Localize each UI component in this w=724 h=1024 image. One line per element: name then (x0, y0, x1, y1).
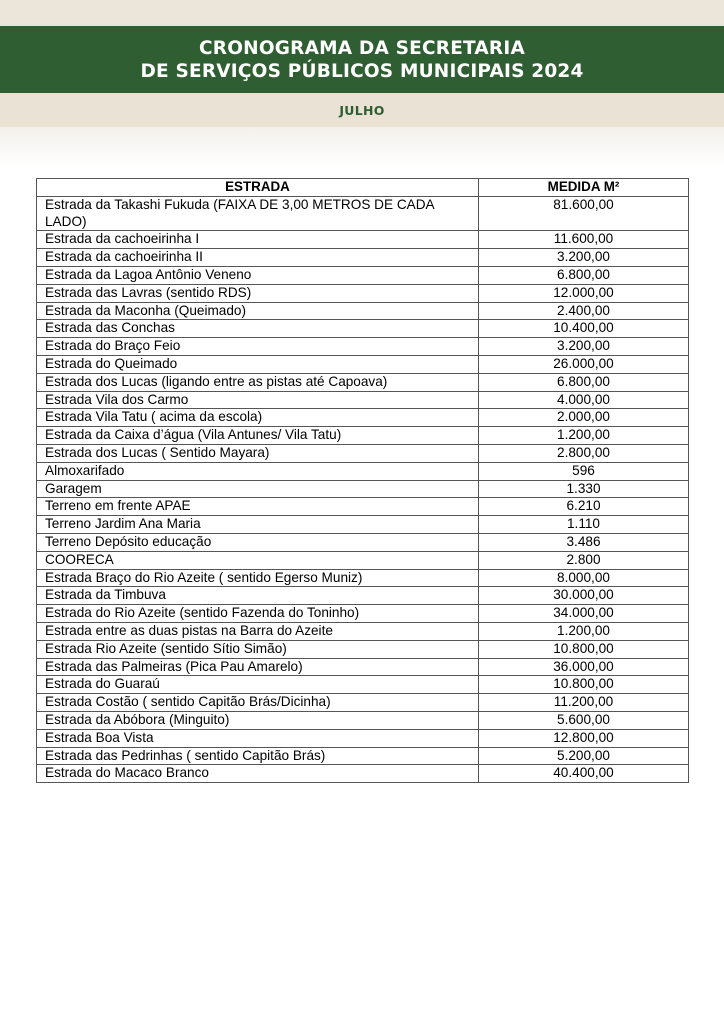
area-value-cell: 2.400,00 (479, 302, 689, 320)
table-header-row (37, 179, 689, 197)
table-row (37, 373, 689, 391)
table-row (37, 640, 689, 658)
area-value-cell: 1.200,00 (479, 622, 689, 640)
road-name-cell: Estrada entre as duas pistas na Barra do Azeite (37, 622, 479, 640)
table-row (37, 249, 689, 267)
table-row (37, 444, 689, 462)
area-value-cell: 26.000,00 (479, 355, 689, 373)
road-name-cell: Estrada dos Lucas (ligando entre as pistas até Capoava) (37, 373, 479, 391)
table-row (37, 569, 689, 587)
table-row (37, 694, 689, 712)
road-name-cell: COORECA (37, 551, 479, 569)
schedule-table (36, 178, 689, 783)
road-name-cell: Estrada Costão ( sentido Capitão Brás/Dicinha) (37, 694, 479, 712)
area-value-cell: 12.000,00 (479, 284, 689, 302)
table-row (37, 551, 689, 569)
road-name-cell: Estrada da cachoeirinha I (37, 231, 479, 249)
area-value-cell: 6.210 (479, 498, 689, 516)
road-name-cell: Estrada Vila dos Carmo (37, 391, 479, 409)
area-value-cell: 1.200,00 (479, 427, 689, 445)
area-value-cell: 81.600,00 (479, 196, 689, 231)
month-label: JULHO (339, 102, 385, 118)
area-value-cell: 6.800,00 (479, 266, 689, 284)
road-name-cell: Estrada do Guaraú (37, 676, 479, 694)
area-value-cell: 12.800,00 (479, 729, 689, 747)
road-name-cell: Terreno Depósito educação (37, 533, 479, 551)
road-name-cell: Estrada da Lagoa Antônio Veneno (37, 266, 479, 284)
table-row (37, 480, 689, 498)
area-value-cell: 8.000,00 (479, 569, 689, 587)
table-row (37, 284, 689, 302)
area-value-cell: 3.200,00 (479, 338, 689, 356)
road-name-cell: Terreno em frente APAE (37, 498, 479, 516)
table-row (37, 605, 689, 623)
table-row (37, 711, 689, 729)
area-value-cell: 4.000,00 (479, 391, 689, 409)
table-body (37, 196, 689, 782)
column-header-estrada: ESTRADA (37, 179, 479, 197)
table-row (37, 622, 689, 640)
road-name-cell: Estrada do Macaco Branco (37, 765, 479, 783)
table-row (37, 658, 689, 676)
area-value-cell: 5.600,00 (479, 711, 689, 729)
column-header-medida: MEDIDA M² (479, 179, 689, 197)
table-row (37, 747, 689, 765)
road-name-cell: Estrada do Braço Feio (37, 338, 479, 356)
road-name-cell: Estrada Braço do Rio Azeite ( sentido Egerso Muniz) (37, 569, 479, 587)
road-name-cell: Estrada das Lavras (sentido RDS) (37, 284, 479, 302)
table-row (37, 338, 689, 356)
area-value-cell: 10.800,00 (479, 676, 689, 694)
area-value-cell: 34.000,00 (479, 605, 689, 623)
table-row (37, 427, 689, 445)
road-name-cell: Estrada das Pedrinhas ( sentido Capitão Brás) (37, 747, 479, 765)
title-line-1: CRONOGRAMA DA SECRETARIA (199, 37, 525, 59)
road-name-cell: Terreno Jardim Ana Maria (37, 516, 479, 534)
area-value-cell: 3.486 (479, 533, 689, 551)
road-name-cell: Almoxarifado (37, 462, 479, 480)
table-row (37, 462, 689, 480)
paper-fade (0, 127, 724, 167)
road-name-cell: Estrada da cachoeirinha II (37, 249, 479, 267)
table-row (37, 391, 689, 409)
area-value-cell: 36.000,00 (479, 658, 689, 676)
area-value-cell: 1.330 (479, 480, 689, 498)
area-value-cell: 2.000,00 (479, 409, 689, 427)
table-row (37, 498, 689, 516)
road-name-cell: Garagem (37, 480, 479, 498)
table-row (37, 355, 689, 373)
area-value-cell: 596 (479, 462, 689, 480)
paper-background-top (0, 0, 724, 26)
road-name-cell: Estrada da Abóbora (Minguito) (37, 711, 479, 729)
area-value-cell: 11.200,00 (479, 694, 689, 712)
table-row (37, 320, 689, 338)
area-value-cell: 3.200,00 (479, 249, 689, 267)
area-value-cell: 11.600,00 (479, 231, 689, 249)
area-value-cell: 5.200,00 (479, 747, 689, 765)
road-name-cell: Estrada Rio Azeite (sentido Sítio Simão) (37, 640, 479, 658)
area-value-cell: 2.800 (479, 551, 689, 569)
table-row (37, 231, 689, 249)
table-row (37, 765, 689, 783)
road-name-cell: Estrada da Maconha (Queimado) (37, 302, 479, 320)
table-row (37, 676, 689, 694)
road-name-cell: Estrada Vila Tatu ( acima da escola) (37, 409, 479, 427)
table-row (37, 729, 689, 747)
road-name-cell: Estrada das Palmeiras (Pica Pau Amarelo) (37, 658, 479, 676)
table-row (37, 587, 689, 605)
area-value-cell: 30.000,00 (479, 587, 689, 605)
road-name-cell: Estrada dos Lucas ( Sentido Mayara) (37, 444, 479, 462)
title-banner (0, 26, 724, 93)
road-name-cell: Estrada da Caixa d’água (Vila Antunes/ Vila Tatu) (37, 427, 479, 445)
road-name-cell: Estrada do Rio Azeite (sentido Fazenda do Toninho) (37, 605, 479, 623)
area-value-cell: 10.800,00 (479, 640, 689, 658)
road-name-cell: Estrada da Takashi Fukuda (FAIXA DE 3,00 METROS DE CADA LADO) (37, 196, 479, 231)
area-value-cell: 6.800,00 (479, 373, 689, 391)
road-name-cell: Estrada Boa Vista (37, 729, 479, 747)
table-row (37, 533, 689, 551)
road-name-cell: Estrada da Timbuva (37, 587, 479, 605)
road-name-cell: Estrada das Conchas (37, 320, 479, 338)
table-row (37, 409, 689, 427)
road-name-cell: Estrada do Queimado (37, 355, 479, 373)
area-value-cell: 2.800,00 (479, 444, 689, 462)
area-value-cell: 10.400,00 (479, 320, 689, 338)
table-row (37, 266, 689, 284)
table-row (37, 196, 689, 231)
title-line-2: DE SERVIÇOS PÚBLICOS MUNICIPAIS 2024 (140, 60, 584, 82)
table-row (37, 516, 689, 534)
table-row (37, 302, 689, 320)
month-strip (0, 93, 724, 127)
area-value-cell: 1.110 (479, 516, 689, 534)
area-value-cell: 40.400,00 (479, 765, 689, 783)
